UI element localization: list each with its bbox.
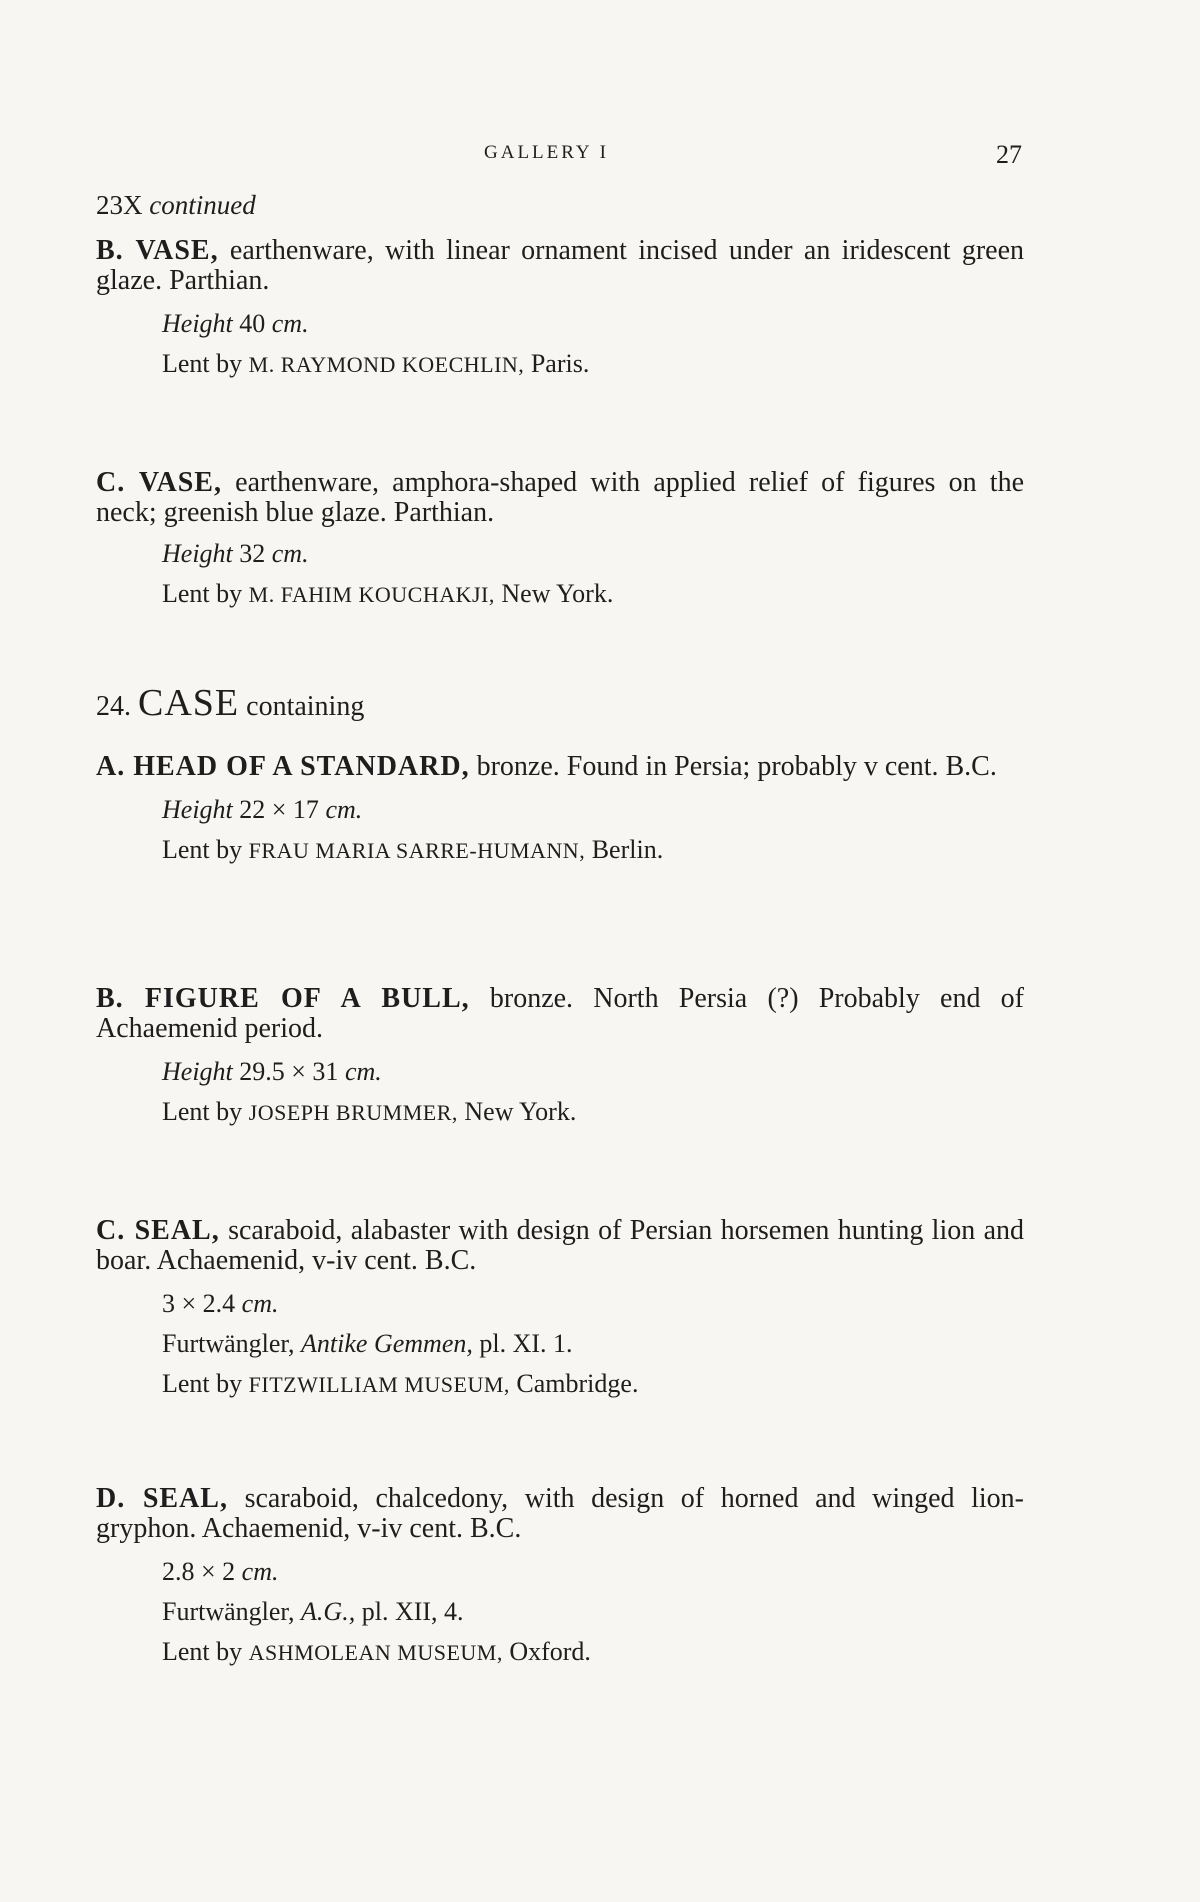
entry-24-d — [96, 1484, 1024, 1673]
size-line: 2.8 × 2 cm. — [162, 1557, 279, 1586]
entry-24-c — [96, 1216, 1024, 1405]
lender-line: Lent by JOSEPH BRUMMER, New York. — [162, 1097, 577, 1126]
lender-name: M. FAHIM KOUCHAKJI, — [248, 582, 495, 607]
item-label: B. VASE, — [96, 235, 219, 266]
height-line: Height 32 cm. — [162, 539, 309, 568]
item-label: D. SEAL, — [96, 1483, 228, 1514]
lender-name: FITZWILLIAM MUSEUM, — [248, 1372, 510, 1397]
section-number: 23X — [96, 190, 143, 220]
entry-24-b — [96, 984, 1024, 1133]
case-containing: containing — [246, 691, 365, 722]
item-label: C. VASE, — [96, 467, 222, 498]
reference-line: Furtwängler, Antike Gemmen, pl. XI. 1. — [162, 1329, 573, 1358]
continued-label: continued — [149, 190, 256, 220]
reference-title: A.G., — [301, 1597, 356, 1626]
section-23x-heading — [96, 190, 1024, 220]
item-description: earthenware, with linear ornament incised under an iridescent green glaze. Parthian. — [96, 235, 1025, 296]
height-line: Height 40 cm. — [162, 309, 309, 338]
entry-24-a — [96, 752, 1024, 871]
lender-name: FRAU MARIA SARRE-HUMANN, — [248, 838, 586, 863]
lender-line: Lent by M. RAYMOND KOECHLIN, Paris. — [162, 349, 590, 378]
item-description: bronze. North Persia (?) Probably end of Achaemenid period. — [96, 983, 1025, 1044]
size-line: 3 × 2.4 cm. — [162, 1289, 279, 1318]
item-label: B. FIGURE OF A BULL, — [96, 983, 470, 1014]
reference-line: Furtwängler, A.G., pl. XII, 4. — [162, 1597, 464, 1626]
section-24-heading — [96, 682, 1024, 724]
lender-name: M. RAYMOND KOECHLIN, — [248, 352, 525, 377]
lender-line: Lent by ASHMOLEAN MUSEUM, Oxford. — [162, 1637, 591, 1666]
case-number: 24. — [96, 691, 131, 722]
item-description: bronze. Found in Persia; probably v cent. B.C. — [476, 751, 997, 782]
item-description: earthenware, amphora-shaped with applied relief of figures on the neck; greenish blue glaze. Parthian. — [96, 467, 1024, 528]
lender-name: JOSEPH BRUMMER, — [248, 1100, 458, 1125]
case-word: CASE — [138, 682, 240, 724]
item-description: scaraboid, chalcedony, with design of horned and winged lion-gryphon. Achaemenid, v-iv cent. B.C. — [96, 1483, 1025, 1544]
lender-line: Lent by FRAU MARIA SARRE-HUMANN, Berlin. — [162, 835, 664, 864]
height-line: Height 29.5 × 31 cm. — [162, 1057, 382, 1086]
entry-23x-b — [96, 236, 1024, 385]
item-label: C. SEAL, — [96, 1215, 220, 1246]
entry-23x-c — [96, 468, 1024, 615]
lender-line: Lent by M. FAHIM KOUCHAKJI, New York. — [162, 579, 614, 608]
item-description: scaraboid, alabaster with design of Persian horsemen hunting lion and boar. Achaemenid, v-iv cent. B.C. — [96, 1215, 1025, 1276]
lender-name: ASHMOLEAN MUSEUM, — [248, 1640, 503, 1665]
reference-title: Antike Gemmen, — [301, 1329, 473, 1358]
height-line: Height 22 × 17 cm. — [162, 795, 363, 824]
running-head: GALLERY I — [484, 142, 609, 163]
lender-line: Lent by FITZWILLIAM MUSEUM, Cambridge. — [162, 1369, 639, 1398]
page-number: 27 — [996, 140, 1022, 169]
item-label: A. HEAD OF A STANDARD, — [96, 751, 470, 782]
